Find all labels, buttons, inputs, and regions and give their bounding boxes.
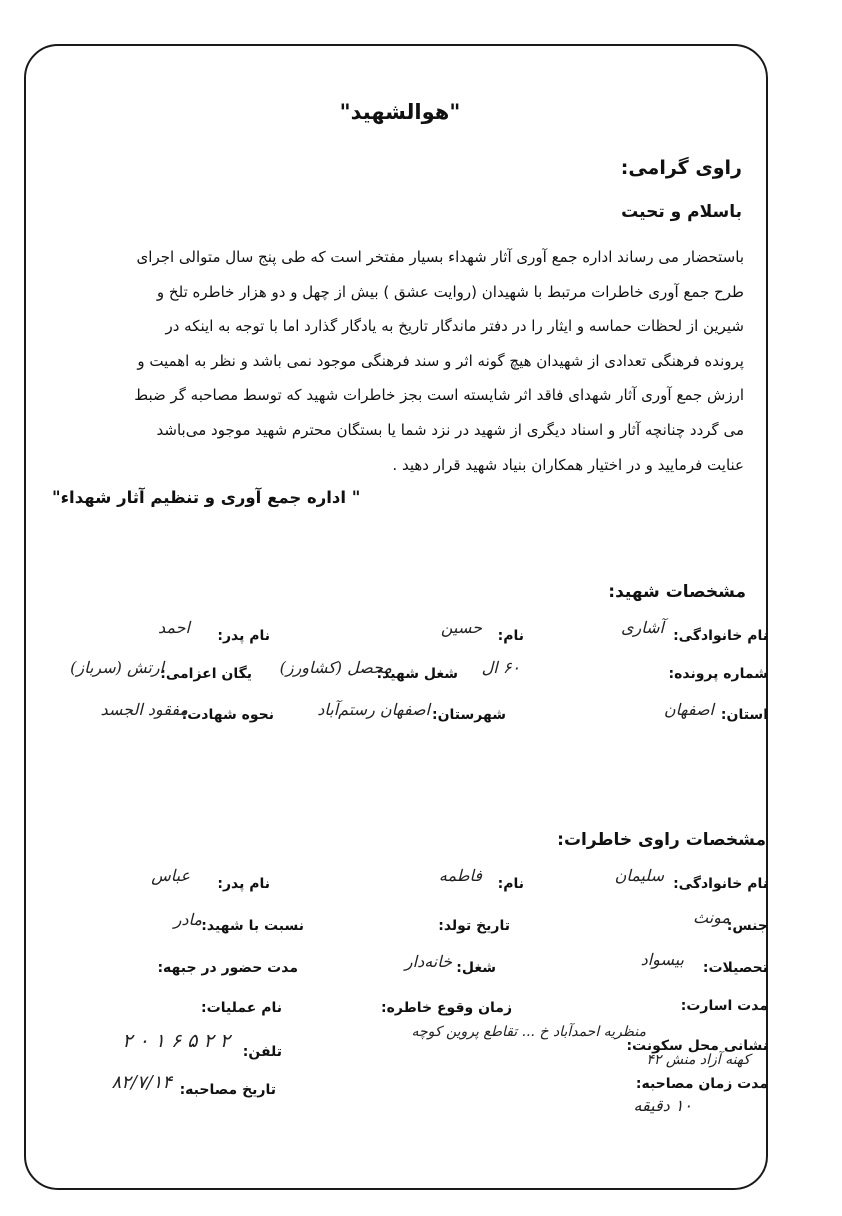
- narrator-family-value: سلیمان: [614, 866, 664, 885]
- page-title: "هوالشهید": [339, 100, 461, 124]
- intro-line: طرح جمع آوری خاطرات مرتبط با شهیدان (روایت عشق ) بیش از چهل و دو هزار خاطره تلخ و: [156, 282, 744, 301]
- intro-line: باستحضار می رساند اداره جمع آوری آثار شهداء بسیار مفتخر است که طی پنج سال متوالی اجرای: [136, 248, 744, 266]
- greeting: راوی گرامی:: [620, 157, 742, 179]
- salutation: باسلام و تحیت: [621, 202, 742, 222]
- martyr-father-label: نام پدر:: [217, 628, 270, 644]
- narrator-heading: مشخصات راوی خاطرات:: [557, 830, 766, 850]
- martyr-province-value: اصفهان: [663, 700, 714, 719]
- narrator-gender-label: جنس:: [726, 918, 768, 934]
- narrator-address-label: نشانی محل سکونت:: [626, 1038, 768, 1054]
- signature: " اداره جمع آوری و تنظیم آثار شهداء": [52, 488, 361, 507]
- narrator-education-value: بیسواد: [640, 950, 684, 969]
- martyr-file-label: شماره پرونده:: [668, 666, 768, 682]
- martyr-manner-value: مفقود الجسد: [100, 700, 188, 719]
- narrator-phone-value: ۲ ۲ ۵ ۶ ۱ ۰ ۲: [122, 1030, 230, 1052]
- narrator-captivity-label: مدت اسارت:: [680, 998, 768, 1014]
- martyr-name-value: حسین: [440, 618, 482, 637]
- narrator-memory-time-label: زمان وقوع خاطره:: [381, 1000, 512, 1016]
- martyr-name-label: نام:: [497, 628, 524, 644]
- intro-line: ارزش جمع آوری آثار شهدای فاقد اثر شایسته است بجز خاطرات شهید که توسط مصاحبه گر ضبط: [134, 386, 744, 405]
- martyr-family-value: آشاری: [621, 618, 664, 637]
- narrator-education-label: تحصیلات:: [702, 960, 768, 976]
- narrator-father-value: عباس: [151, 866, 190, 885]
- narrator-relation-label: نسبت با شهید:: [201, 918, 304, 934]
- narrator-birth-label: تاریخ تولد:: [438, 918, 510, 934]
- narrator-name-label: نام:: [497, 876, 524, 892]
- martyr-heading: مشخصات شهید:: [608, 582, 746, 602]
- narrator-relation-value: مادر: [173, 910, 202, 929]
- intro-line: پرونده فرهنگی تعدادی از شهیدان هیچ گونه اثر و سند فرهنگی موجود نمی باشد و نظر به اهمیت و: [137, 351, 744, 370]
- martyr-province-label: استان:: [720, 707, 768, 723]
- narrator-address-value: منظریه احمدآباد خ ... تقاطع پروین کوچه: [411, 1024, 646, 1040]
- narrator-date-value: ۸۲/۷/۱۴: [111, 1072, 172, 1093]
- narrator-father-label: نام پدر:: [217, 876, 270, 892]
- narrator-family-label: نام خانوادگی:: [673, 876, 768, 892]
- martyr-father-value: احمد: [158, 618, 190, 637]
- intro-line: عنایت فرمایید و در اختیار همکاران بنیاد شهید قرار دهید .: [392, 455, 744, 474]
- martyr-job-prefix: ۶۰ ال: [481, 658, 520, 677]
- narrator-address-value-2: کهنه آزاد منش ۴۲: [646, 1052, 750, 1068]
- intro-line: می گردد چنانچه آثار و اسناد دیگری از شهید در نزد شما یا بستگان محترم شهید موجود می‌باشد: [156, 420, 744, 439]
- narrator-front-label: مدت حضور در جبهه:: [157, 960, 298, 976]
- intro-line: شیرین از لحظات حماسه و ایثار را در دفتر ماندگار تاریخ به یادگار گذارد اما با توجه به اینکه در: [165, 317, 744, 336]
- intro-paragraph: [44, 240, 744, 482]
- martyr-manner-label: نحوه شهادت:: [181, 707, 274, 723]
- martyr-city-value: اصفهان رستم‌آباد: [317, 700, 430, 719]
- narrator-phone-label: تلفن:: [242, 1044, 282, 1060]
- narrator-operation-label: نام عملیات:: [201, 1000, 282, 1016]
- narrator-occupation-value: خانه‌دار: [404, 952, 452, 971]
- narrator-date-label: تاریخ مصاحبه:: [179, 1082, 276, 1098]
- martyr-unit-value: ارتش (سرباز): [70, 658, 164, 677]
- narrator-name-value: فاطمه: [438, 866, 482, 885]
- martyr-city-label: شهرستان:: [431, 707, 506, 723]
- martyr-job-value: محصل (کشاورز): [279, 658, 392, 677]
- narrator-occupation-label: شغل:: [456, 960, 496, 976]
- narrator-duration-label: مدت زمان مصاحبه:: [635, 1076, 768, 1092]
- narrator-gender-value: مونث: [693, 908, 730, 927]
- martyr-unit-label: یگان اعزامی:: [160, 666, 252, 682]
- martyr-family-label: نام خانوادگی:: [673, 628, 768, 644]
- martyr-job-label: شغل شهید:: [376, 666, 458, 682]
- narrator-duration-value: ۱۰ دقیقه: [633, 1096, 692, 1115]
